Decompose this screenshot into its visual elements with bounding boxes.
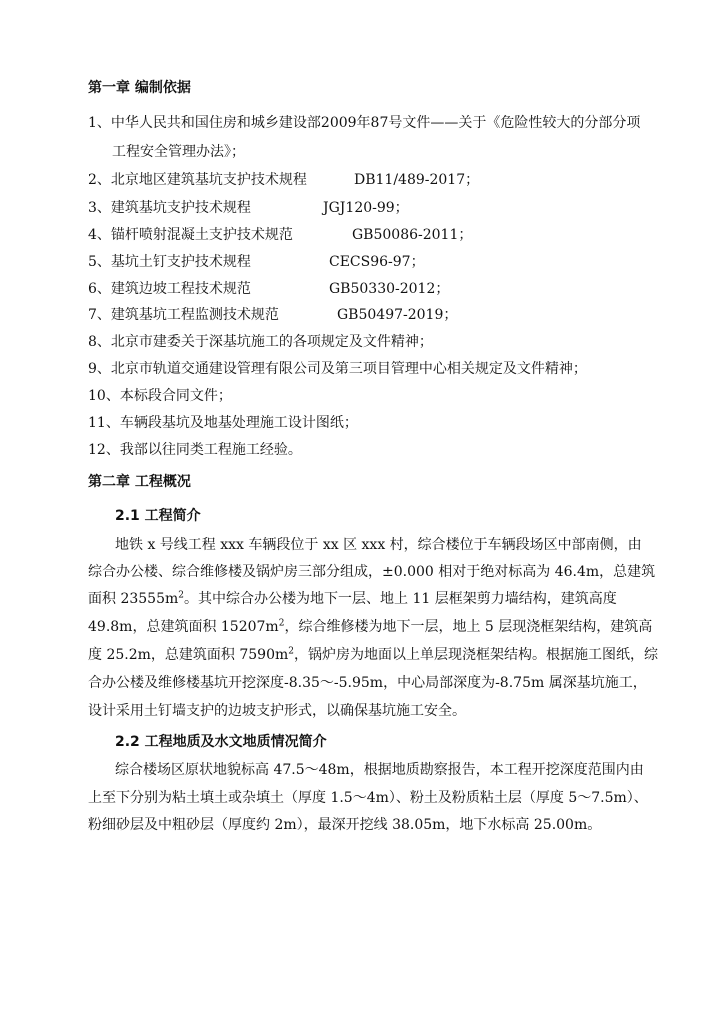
paragraph-line: 上至下分别为粘土填土或杂填土（厚度 1.5～4m）、粉土及粉质粘土层（厚度 5～7.5m）、 xyxy=(88,790,648,806)
text-run: ，锅炉房为地面以上单层现浇框架结构。根据施工图纸，综 xyxy=(294,647,658,663)
item-code: CECS96-97； xyxy=(329,254,425,270)
superscript: 2 xyxy=(288,646,294,657)
list-item: 10、本标段合同文件； xyxy=(88,388,232,404)
paragraph-line xyxy=(88,589,617,609)
list-item: 1、中华人民共和国住房和城乡建设部2009年87号文件——关于《危险性较大的分部分项 xyxy=(88,115,641,131)
paragraph-line xyxy=(88,617,652,637)
list-item: 3、建筑基坑支护技术规程 xyxy=(88,200,251,216)
item-text: 2、北京地区建筑基坑支护技术规程 xyxy=(88,172,307,188)
text-run: 。其中综合办公楼为地下一层、地上 11 层框架剪力墙结构，建筑高度 xyxy=(184,591,617,607)
list-item xyxy=(88,170,307,190)
superscript: 2 xyxy=(278,618,285,629)
paragraph-line: 地铁 x 号线工程 xxx 车辆段位于 xx 区 xxx 村，综合楼位于车辆段场区中部南侧，由 xyxy=(115,537,642,553)
paragraph-line: 综合办公楼、综合维修楼及锅炉房三部分组成，±0.000 相对于绝对标高为 46.4m，总建筑 xyxy=(88,564,656,580)
item-code: JGJ120-99； xyxy=(323,200,409,216)
item-code: GB50330-2012； xyxy=(329,281,450,297)
list-item: 7、建筑基坑工程监测技术规范 xyxy=(88,307,279,323)
chapter2-title: 第二章 工程概况 xyxy=(88,474,191,490)
item-code: DB11/489-2017； xyxy=(354,172,480,188)
list-item: 5、基坑土钉支护技术规程 xyxy=(88,254,251,270)
text-run: 49.8m，总建筑面积 15207m xyxy=(88,619,279,635)
section-2-1-title: 2.1 工程简介 xyxy=(115,508,201,524)
chapter1-title: 第一章 编制依据 xyxy=(88,80,191,96)
paragraph-line: 合办公楼及维修楼基坑开挖深度-8.35～-5.95m，中心局部深度为-8.75m 属深基坑施工， xyxy=(88,675,647,691)
list-item: 9、北京市轨道交通建设管理有限公司及第三项目管理中心相关规定及文件精神； xyxy=(88,361,587,377)
list-item: 工程安全管理办法》； xyxy=(112,144,245,160)
section-2-2-title: 2.2 工程地质及水文地质情况简介 xyxy=(115,734,327,750)
superscript: 2 xyxy=(178,590,184,601)
text-run: 度 25.2m，总建筑面积 7590m xyxy=(88,647,289,663)
list-item: 8、北京市建委关于深基坑施工的各项规定及文件精神； xyxy=(88,334,433,350)
item-code: GB50086-2011； xyxy=(352,227,473,243)
paragraph-line: 综合楼场区原状地貌标高 47.5～48m，根据地质勘察报告，本工程开挖深度范围内由 xyxy=(115,762,644,778)
list-item: 6、建筑边坡工程技术规范 xyxy=(88,281,251,297)
paragraph-line: 粉细砂层及中粗砂层（厚度约 2m），最深开挖线 38.05m，地下水标高 25.00m。 xyxy=(88,817,602,833)
list-item: 4、锚杆喷射混凝土支护技术规范 xyxy=(88,227,293,243)
paragraph-line: 设计采用土钉墙支护的边坡支护形式，以确保基坑施工安全。 xyxy=(88,703,466,719)
paragraph-line xyxy=(88,645,658,665)
text-run: 面积 23555m xyxy=(88,591,179,607)
item-code: GB50497-2019； xyxy=(337,307,458,323)
list-item: 12、我部以往同类工程施工经验。 xyxy=(88,442,302,458)
list-item: 11、车辆段基坑及地基处理施工设计图纸； xyxy=(88,415,358,431)
text-run: ，综合维修楼为地下一层，地上 5 层现浇框架结构，建筑高 xyxy=(284,619,653,635)
